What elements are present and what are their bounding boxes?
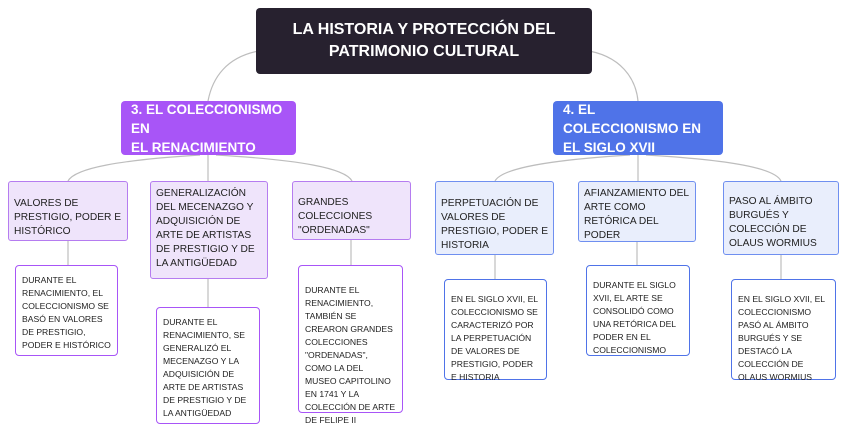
detail-grandes-colecciones[interactable] [298, 265, 403, 425]
detail-valores-prestigio[interactable] [15, 265, 118, 356]
branch-renacimiento[interactable] [121, 101, 296, 155]
detail-afianzamiento-arte[interactable] [586, 265, 690, 356]
connector-branch2-topic6 [646, 155, 781, 181]
detail-text: DURANTE EL RENACIMIENTO, SE GENERALIZÓ EL MECENAZGO Y LA ADQUISICIÓN DE ARTE DE ARTISTAS DE PRESTIGIO Y DE LA ANTIGÜEDAD [163, 317, 247, 418]
branch-title-line-1: 4. EL COLECCIONISMO EN [563, 101, 702, 136]
detail-text: EN EL SIGLO XVII, EL COLECCIONISMO SE CARACTERIZÓ POR LA PERPETUACIÓN DE VALORES DE PRESTIGIO, PODER E HISTORIA [451, 294, 538, 382]
topic-ambito-burgues[interactable] [723, 181, 839, 255]
root-topic[interactable] [256, 8, 592, 74]
topic-label: VALORES DE PRESTIGIO, PODER E HISTÓRICO [14, 198, 121, 237]
branch-title-line-2: EL SIGLO XVII [563, 139, 656, 155]
detail-ambito-burgues[interactable] [731, 279, 836, 380]
branch-siglo-xvii[interactable] [553, 101, 723, 155]
branch-title-line-1: 3. EL COLECCIONISMO EN [131, 101, 283, 136]
detail-text: DURANTE EL RENACIMIENTO, EL COLECCIONISMO SE BASÓ EN VALORES DE PRESTIGIO, PODER E HISTÓRICO [22, 275, 111, 350]
root-title-line-1: LA HISTORIA Y PROTECCIÓN DEL [292, 21, 556, 38]
topic-label: GENERALIZACIÓN DEL MECENAZGO Y ADQUISICIÓN DE ARTE DE ARTISTAS DE PRESTIGIO Y DE LA ANTIGÜEDAD [156, 188, 255, 269]
topic-grandes-colecciones[interactable] [292, 181, 411, 240]
branch-title-line-2: EL RENACIMIENTO [131, 139, 256, 155]
connector-branch1-topic1 [68, 155, 200, 181]
topic-label: PERPETUACIÓN DE VALORES DE PRESTIGIO, PODER E HISTORIA [441, 198, 548, 251]
detail-perpetuacion-valores[interactable] [444, 279, 547, 380]
topic-label: AFIANZAMIENTO DEL ARTE COMO RETÓRICA DEL PODER [584, 188, 689, 241]
root-title-line-2: PATRIMONIO CULTURAL [328, 43, 520, 60]
detail-generalizacion-mecenazgo[interactable] [156, 307, 260, 424]
detail-text: DURANTE EL RENACIMIENTO, TAMBIÉN SE CREARON GRANDES COLECCIONES "ORDENADAS", COMO LA DEL MUSEO CAPITOLINO EN 1741 Y LA COLECCIÓN DE ARTE DE FELIPE II [305, 285, 396, 425]
detail-text: DURANTE EL SIGLO XVII, EL ARTE SE CONSOLIDÓ COMO UNA RETÓRICA DEL PODER EN EL COLECCIONISMO [593, 280, 676, 355]
topic-afianzamiento-arte[interactable] [578, 181, 696, 242]
topic-generalizacion-mecenazgo[interactable] [150, 181, 268, 279]
topic-valores-prestigio[interactable] [8, 181, 128, 241]
topic-label: GRANDES COLECCIONES "ORDENADAS" [298, 197, 373, 236]
connector-branch2-topic4 [495, 155, 630, 181]
detail-text: EN EL SIGLO XVII, EL COLECCIONISMO PASÓ AL ÁMBITO BURGUÉS Y SE DESTACÓ LA COLECCIÓN DE OLAUS WORMIUS [738, 294, 825, 382]
connector-branch1-topic3 [216, 155, 352, 181]
topic-label: PASO AL ÁMBITO BURGUÉS Y COLECCIÓN DE OLAUS WORMIUS [729, 196, 817, 249]
topic-perpetuacion-valores[interactable] [435, 181, 554, 255]
